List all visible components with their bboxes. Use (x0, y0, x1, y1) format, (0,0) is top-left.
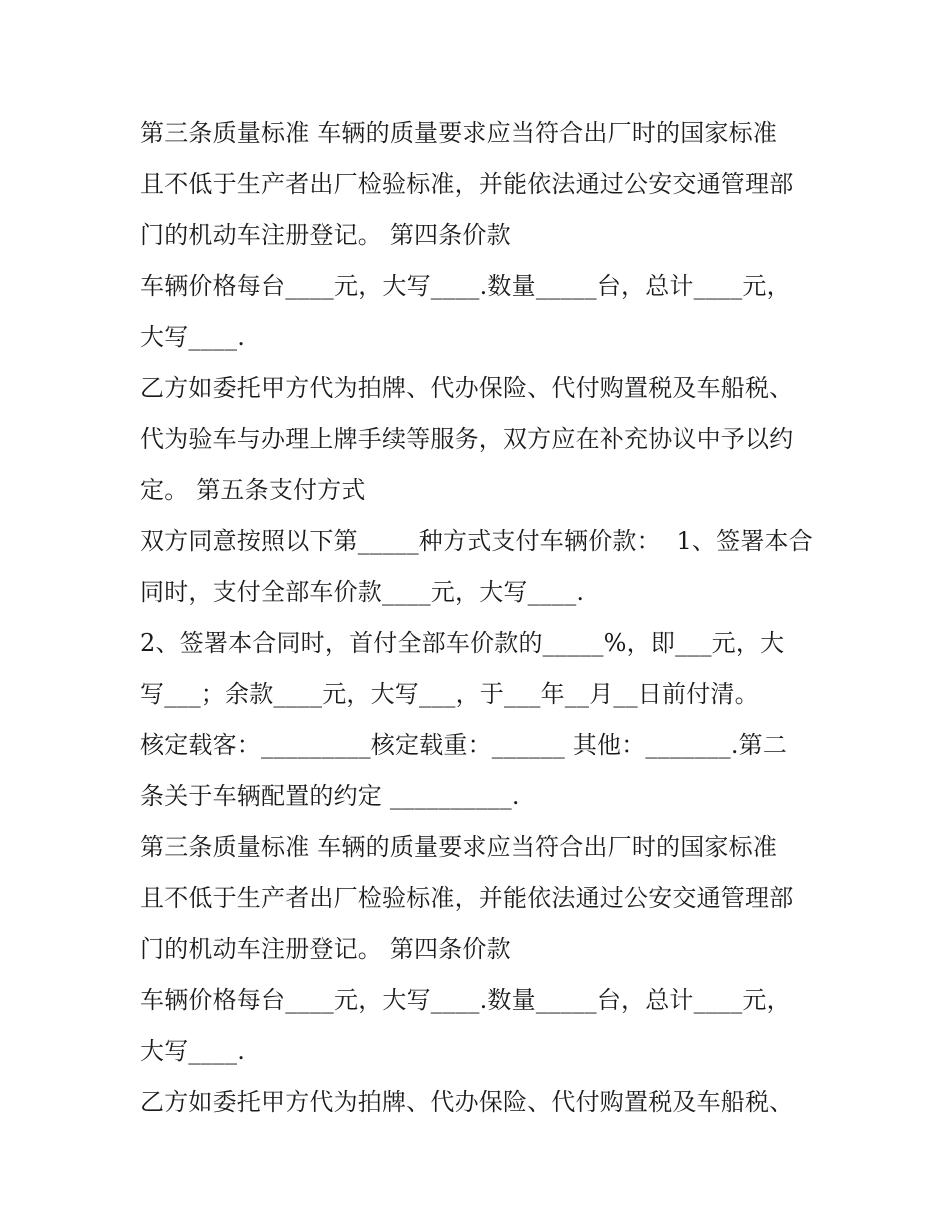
text-line: 乙方如委托甲方代为拍牌、代办保险、代付购置税及车船税、 (140, 374, 794, 402)
text-line: 大写____. (140, 1037, 246, 1065)
text-line: 代为验车与办理上牌手续等服务，双方应在补充协议中予以约 (140, 425, 794, 453)
text-line: 第三条质量标准 车辆的质量要求应当符合出厂时的国家标准 (140, 833, 778, 861)
text-line: 定。 第五条支付方式 (140, 476, 366, 504)
text-line: 2、签署本合同时，首付全部车价款的_____%，即___元，大 (140, 629, 785, 657)
text-line: 门的机动车注册登记。 第四条价款 (140, 221, 511, 249)
document-body (140, 108, 820, 1128)
text-line: 大写____. (140, 323, 246, 351)
text-line: 且不低于生产者出厂检验标准，并能依法通过公安交通管理部 (140, 884, 794, 912)
text-line: 写___；余款____元，大写___，于___年__月__日前付清。 (140, 680, 759, 708)
text-line: 第三条质量标准 车辆的质量要求应当符合出厂时的国家标准 (140, 119, 778, 147)
text-line: 且不低于生产者出厂检验标准，并能依法通过公安交通管理部 (140, 170, 794, 198)
text-line: 核定载客：_________核定载重：______ 其他：_______.第二 (140, 731, 788, 759)
text-line: 条关于车辆配置的约定 __________. (140, 782, 520, 810)
text-line: 乙方如委托甲方代为拍牌、代办保险、代付购置税及车船税、 (140, 1088, 794, 1116)
text-line: 同时，支付全部车价款____元，大写____. (140, 578, 585, 606)
text-line: 车辆价格每台____元，大写____.数量_____台，总计____元， (140, 272, 791, 300)
text-line: 双方同意按照以下第_____种方式支付车辆价款： 1、签署本合 (140, 527, 813, 555)
text-line: 门的机动车注册登记。 第四条价款 (140, 935, 511, 963)
text-line: 车辆价格每台____元，大写____.数量_____台，总计____元， (140, 986, 791, 1014)
